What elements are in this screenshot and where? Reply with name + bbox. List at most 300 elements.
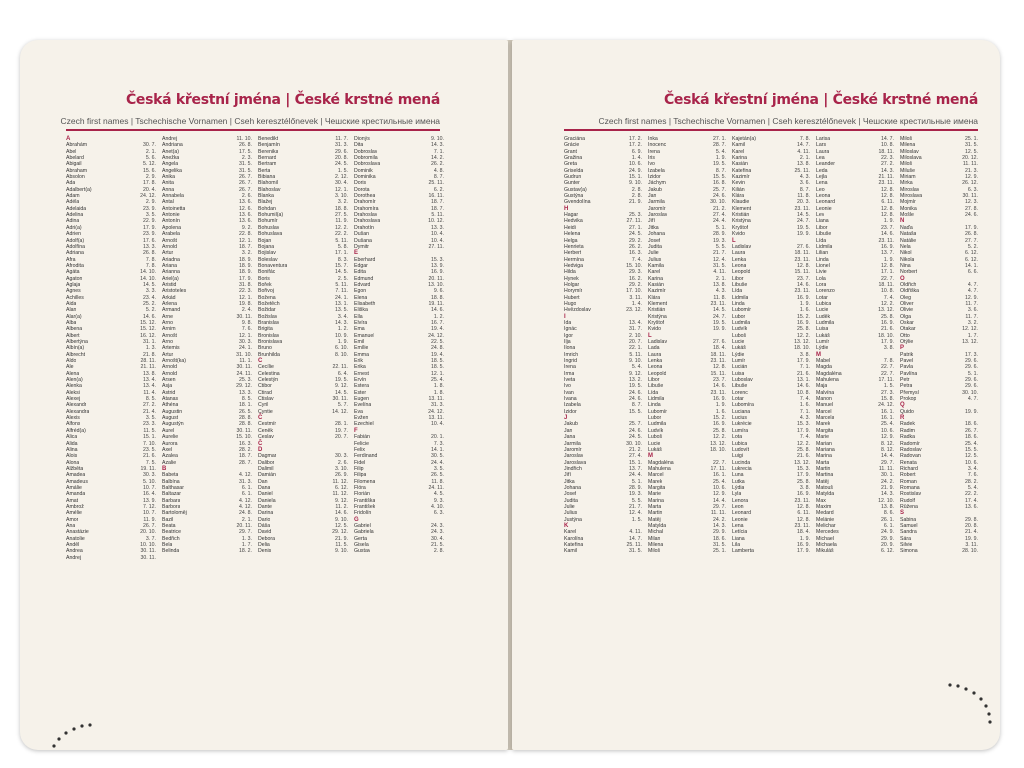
first-name: Ctibor xyxy=(258,383,272,390)
name-day-date: 11. 12. xyxy=(332,478,348,485)
first-name: Adriana xyxy=(66,250,84,257)
name-day-date: 11. 1. xyxy=(239,358,252,365)
name-day-date: 7. 8. xyxy=(145,256,156,263)
name-day-date: 14. 5. xyxy=(797,212,810,219)
name-day-date: 18. 5. xyxy=(431,364,444,371)
first-name: Judita xyxy=(648,243,662,250)
first-name: Martin xyxy=(816,465,831,472)
first-name: Kamila xyxy=(648,262,664,269)
name-day-date: 2. 6. xyxy=(241,193,252,200)
first-name: Dymitr xyxy=(354,243,369,250)
name-day-date: 7. 11. xyxy=(335,288,348,295)
name-day-date: 3. 4. xyxy=(337,313,348,320)
first-name: Linda xyxy=(816,256,829,263)
first-name: Emanuel xyxy=(354,332,375,339)
first-name: Maxim xyxy=(816,503,832,510)
first-name: Přemysl xyxy=(900,389,919,396)
name-day-date: 13. 12. xyxy=(878,307,894,314)
first-name: Leona xyxy=(816,193,831,200)
name-day-date: 18. 2. xyxy=(239,548,252,555)
first-name: Romana xyxy=(900,484,920,491)
first-name: Alina xyxy=(66,446,78,453)
name-day-date: 30. 3. xyxy=(239,339,252,345)
first-name: Fridolín xyxy=(354,510,372,517)
section-letter: Q xyxy=(900,402,905,409)
first-name: Rudolf xyxy=(900,497,915,504)
name-day-date: 26. 7. xyxy=(143,522,156,529)
name-day-date: 19. 5. xyxy=(335,377,348,384)
name-day-date: 10. 6. xyxy=(629,161,642,168)
first-name: Dario xyxy=(258,516,271,523)
name-day-date: 13. 6. xyxy=(965,503,978,510)
name-day-date: 18. 10. xyxy=(710,446,726,453)
first-name: Lucius xyxy=(732,415,747,422)
name-day-date: 2. 1. xyxy=(241,516,252,523)
name-day-date: 25. 11. xyxy=(794,167,810,174)
first-name: Ivo xyxy=(648,161,655,168)
first-name: Lidmila xyxy=(732,294,749,301)
first-name: Lukáš xyxy=(816,332,830,339)
first-name: Olivie xyxy=(900,307,913,314)
decorative-dots-icon xyxy=(46,718,96,750)
first-name: Ludovít xyxy=(732,446,750,453)
name-day-date: 17. 3. xyxy=(965,351,978,358)
first-name: Jitka xyxy=(648,224,659,231)
name-day-date: 6. 6. xyxy=(967,269,978,276)
name-day-date: 3. 4. xyxy=(967,465,978,472)
first-name: Arnold xyxy=(162,364,177,371)
name-day-date: 1. 5. xyxy=(883,383,894,390)
first-name: Drahomír xyxy=(354,199,376,206)
first-name: Lumíra xyxy=(732,427,749,434)
first-name: Anna xyxy=(162,186,175,193)
name-day-date: 15. 3. xyxy=(797,465,810,472)
name-day-date: 14. 10. xyxy=(140,269,156,276)
first-name: Jaroslava xyxy=(564,459,587,466)
name-day-date: 3. 7. xyxy=(145,535,156,542)
name-day-date: 23. 11. xyxy=(710,358,726,365)
name-day-date: 20. 11. xyxy=(236,522,252,529)
name-day-date: 13. 11. xyxy=(428,396,444,403)
name-day-date: 5. 4. xyxy=(631,364,642,371)
name-day-date: 19. 5. xyxy=(713,161,726,168)
first-name: Beata xyxy=(162,522,176,529)
first-name: Marie xyxy=(816,434,829,441)
name-day-date: 14. 7. xyxy=(881,136,894,142)
first-name: Silvie xyxy=(900,542,913,548)
name-day-date: 14. 3. xyxy=(713,522,726,529)
name-day-date: 11. 2. xyxy=(335,503,348,510)
first-name: Amanda xyxy=(66,491,86,498)
name-day-date: 29. 6. xyxy=(965,358,978,365)
first-name: Kryštof xyxy=(732,224,749,231)
name-day-date: 14. 4. xyxy=(881,453,894,460)
first-name: Iveta xyxy=(564,377,576,384)
name-day-date: 11. 9. xyxy=(335,218,348,225)
section-letter: C xyxy=(258,358,263,365)
name-day-date: 2. 12. xyxy=(335,174,348,181)
name-day-date: 11. 5. xyxy=(143,427,156,434)
first-name: Milena xyxy=(648,542,664,548)
first-name: Marta xyxy=(648,503,662,510)
name-day-date: 14. 6. xyxy=(431,307,444,314)
name-day-date: 13. 9. xyxy=(431,262,444,269)
name-day-date: 1. 2. xyxy=(337,326,348,333)
name-day-date: 3. 5. xyxy=(145,212,156,219)
name-day-date: 4. 3. xyxy=(715,288,726,295)
name-day-date: 10. 9. xyxy=(335,332,348,339)
name-day-date: 30. 11. xyxy=(236,427,252,434)
first-name: Matouš xyxy=(816,484,834,491)
name-day-date: 31. 3. xyxy=(335,142,348,149)
name-day-date: 1. 2. xyxy=(433,313,444,320)
name-day-date: 28. 8. xyxy=(239,415,252,422)
name-day-date: 12. 5. xyxy=(335,522,348,529)
name-day-date: 24. 11. xyxy=(428,484,444,491)
first-name: Beatrice xyxy=(162,529,182,536)
name-day-date: 11. 11. xyxy=(878,465,894,472)
name-day-date: 7. 6. xyxy=(967,472,978,479)
first-name: Miloš xyxy=(648,548,661,555)
first-name: Izabela xyxy=(564,402,581,409)
first-name: August xyxy=(162,415,179,422)
name-day-date: 16. 9. xyxy=(797,542,810,548)
name-day-date: 25. 7. xyxy=(629,421,642,428)
name-day-date: 19. 8. xyxy=(239,300,252,307)
first-name: Oldřiška xyxy=(900,288,920,295)
name-day-date: 28. 7. xyxy=(239,459,252,466)
name-day-date: 21. 7. xyxy=(713,250,726,257)
first-name: Larisa xyxy=(816,136,831,142)
names-columns-right xyxy=(564,136,978,555)
name-day-date: 9. 12. xyxy=(335,497,348,504)
first-name: Kristián xyxy=(648,307,666,314)
name-day-date: 12. 1. xyxy=(239,237,252,244)
first-name: Ezechiel xyxy=(354,421,374,428)
first-name: Artur xyxy=(162,250,174,257)
first-name: Livie xyxy=(816,269,827,276)
name-day-date: 14. 5. xyxy=(335,389,348,396)
first-name: Atanas xyxy=(162,396,179,403)
name-day-date: 1. 9. xyxy=(799,300,810,307)
first-name: Alida xyxy=(66,440,78,447)
first-name: Luciana xyxy=(732,408,751,415)
name-day-date: 16. 4. xyxy=(143,491,156,498)
first-name: Bořivoj xyxy=(258,288,274,295)
name-day-date: 31. 7. xyxy=(629,326,642,333)
name-day-date: 18. 4. xyxy=(713,345,726,352)
first-name: Ctirad xyxy=(258,389,272,396)
first-name: Karel xyxy=(648,269,661,276)
name-day-date: 14. 6. xyxy=(797,281,810,288)
name-day-date: 31. 5. xyxy=(713,262,726,269)
first-name: Mariana xyxy=(816,446,835,453)
name-day-date: 23. 5. xyxy=(143,446,156,453)
first-name: Kateřina xyxy=(564,542,584,548)
name-day-date: 18. 7. xyxy=(431,199,444,206)
first-name: Dorothea xyxy=(354,193,376,200)
name-day-date: 13. 1. xyxy=(797,377,810,384)
first-name: Letícia xyxy=(732,529,748,536)
first-name: Kristýna xyxy=(732,218,751,225)
first-name: Alena xyxy=(66,370,80,377)
title-rule xyxy=(564,129,978,131)
first-name: Ariel(a) xyxy=(162,275,179,282)
name-day-date: 30. 1. xyxy=(881,472,894,479)
first-name: Nikola xyxy=(900,256,915,263)
first-name: Magdaléna xyxy=(816,370,842,377)
first-name: Afra xyxy=(66,256,76,263)
name-day-date: 24. 7. xyxy=(797,218,810,225)
name-day-date: 14. 5. xyxy=(143,281,156,288)
name-day-date: 7. 4. xyxy=(631,256,642,263)
name-day-date: 10. 7. xyxy=(143,510,156,517)
name-day-date: 22. 8. xyxy=(239,231,252,238)
name-day-date: 13. 3. xyxy=(239,389,252,396)
name-day-date: 19. 5. xyxy=(797,224,810,231)
name-day-date: 17. 6. xyxy=(143,237,156,244)
name-entry xyxy=(354,548,444,554)
names-column xyxy=(732,136,810,555)
first-name: Manon xyxy=(816,396,832,403)
first-name: Abraham xyxy=(66,167,88,174)
first-name: Drahomíra xyxy=(354,205,379,212)
name-day-date: 18. 5. xyxy=(431,358,444,365)
name-day-date: 18. 7. xyxy=(431,205,444,212)
name-day-date: 14. 3. xyxy=(881,491,894,498)
name-day-date: 1. 8. xyxy=(433,389,444,396)
names-column xyxy=(648,136,726,555)
name-day-date: 26. 7. xyxy=(239,186,252,193)
section-letter: J xyxy=(564,415,568,422)
name-day-date: 19. 4. xyxy=(431,326,444,333)
page-title: Česká křestní jména | České krstné mená xyxy=(663,92,978,108)
name-day-date: 5. 5. xyxy=(631,497,642,504)
name-day-date: 20. 7. xyxy=(629,339,642,345)
name-day-date: 3. 2. xyxy=(967,319,978,326)
first-name: Abigail xyxy=(66,161,82,168)
name-day-date: 9. 12. xyxy=(629,370,642,377)
first-name: Matěj xyxy=(648,516,661,523)
name-day-date: 30. 11. xyxy=(332,396,348,403)
first-name: Luděk xyxy=(816,313,831,320)
first-name: Lýdie xyxy=(732,351,745,358)
name-day-date: 9. 10. xyxy=(335,548,348,555)
name-day-date: 22. 7. xyxy=(881,275,894,282)
first-name: Gvendolína xyxy=(564,199,591,206)
first-name: Leonard xyxy=(816,199,836,206)
first-name: Balthasar xyxy=(162,484,184,491)
name-day-date: 2. 10. xyxy=(629,332,642,339)
name-day-date: 19. 9. xyxy=(965,535,978,542)
first-name: Olga xyxy=(900,313,911,320)
first-name: Sára xyxy=(900,535,911,542)
first-name: Milan xyxy=(648,535,661,542)
name-day-date: 14. 10. xyxy=(140,275,156,282)
section-letter: H xyxy=(564,205,569,212)
section-letter: M xyxy=(816,351,821,358)
name-day-date: 1. 6. xyxy=(715,408,726,415)
first-name: Alžběta xyxy=(66,465,84,472)
name-day-date: 22. 3. xyxy=(881,155,894,162)
name-day-date: 16. 9. xyxy=(431,269,444,276)
first-name: Bazil xyxy=(162,516,174,523)
first-name: Adam xyxy=(66,193,80,200)
name-day-date: 19. 9. xyxy=(713,326,726,333)
first-name: Julius xyxy=(648,256,662,263)
first-name: Boris xyxy=(258,275,270,282)
name-day-date: 24. 3. xyxy=(431,529,444,536)
name-day-date: 13. 2. xyxy=(629,377,642,384)
first-name: Hynek xyxy=(564,275,579,282)
name-day-date: 21. 5. xyxy=(431,542,444,548)
first-name: Barbora xyxy=(162,503,181,510)
first-name: Marian xyxy=(816,440,832,447)
first-name: Rostislav xyxy=(900,491,922,498)
name-day-date: 26. 8. xyxy=(143,250,156,257)
first-name: Dana xyxy=(258,484,271,491)
name-day-date: 19. 5. xyxy=(629,383,642,390)
name-day-date: 26. 2. xyxy=(431,161,444,168)
first-name: Benjamín xyxy=(258,142,280,149)
name-day-date: 1. 5. xyxy=(631,516,642,523)
first-name: Libuše xyxy=(648,383,664,390)
name-day-date: 13. 12. xyxy=(962,339,978,345)
name-day-date: 9. 12. xyxy=(335,383,348,390)
first-name: Richard xyxy=(900,465,918,472)
name-day-date: 11. 7. xyxy=(965,300,978,307)
name-day-date: 9. 10. xyxy=(629,358,642,365)
name-day-date: 27. 4. xyxy=(629,453,642,460)
name-day-date: 17. 4. xyxy=(965,497,978,504)
first-name: Filomena xyxy=(354,478,376,485)
name-day-date: 2. 8. xyxy=(631,186,642,193)
first-name: Leo xyxy=(816,186,825,193)
first-name: Gustav xyxy=(354,548,371,555)
name-day-date: 24. 12. xyxy=(878,402,894,409)
first-name: Jaroslav xyxy=(648,212,668,219)
first-name: Bedřich xyxy=(162,535,180,542)
name-day-date: 27. 3. xyxy=(881,389,894,396)
name-day-date: 8. 5. xyxy=(145,396,156,403)
name-day-date: 13. 6. xyxy=(239,218,252,225)
name-day-date: 4. 12. xyxy=(239,503,252,510)
name-day-date: 31. 5. xyxy=(713,542,726,548)
first-name: Dorota xyxy=(354,186,370,193)
first-name: Libuše xyxy=(816,231,832,238)
first-name: Alenka xyxy=(66,383,82,390)
name-day-date: 7. 1. xyxy=(433,148,444,155)
name-day-date: 4. 12. xyxy=(239,472,252,479)
name-day-date: 1. 9. xyxy=(883,256,894,263)
name-day-date: 25. 3. xyxy=(239,377,252,384)
first-name: Hermína xyxy=(564,256,584,263)
name-day-date: 17. 2. xyxy=(629,136,642,142)
name-day-date: 31. 5. xyxy=(629,548,642,555)
first-name: Mahulena xyxy=(816,377,839,384)
first-name: Pavla xyxy=(900,364,913,371)
first-name: Aleksi xyxy=(66,389,80,396)
name-day-date: 29. 7. xyxy=(881,459,894,466)
name-day-date: 15. 12. xyxy=(140,326,156,333)
first-name: Andriana xyxy=(162,142,183,149)
first-name: Oliver xyxy=(900,300,914,307)
name-day-date: 23. 11. xyxy=(710,300,726,307)
first-name: Flóra xyxy=(354,484,366,491)
first-name: Samuel xyxy=(900,522,918,529)
section-letter: M xyxy=(648,453,653,460)
name-day-date: 20. 8. xyxy=(965,522,978,529)
first-name: Božetěch xyxy=(258,300,280,307)
first-name: Lev xyxy=(816,212,825,219)
name-day-date: 21. 11. xyxy=(140,364,156,371)
name-day-date: 1. 9. xyxy=(799,535,810,542)
first-name: Ludmila xyxy=(816,319,835,326)
name-day-date: 15. 2. xyxy=(797,313,810,320)
name-day-date: 11. 7. xyxy=(965,313,978,320)
first-name: Dobroslav xyxy=(354,148,378,155)
name-day-date: 13. 12. xyxy=(794,339,810,345)
name-day-date: 7. 6. xyxy=(241,326,252,333)
name-day-date: 5. 1. xyxy=(715,224,726,231)
section-letter: G xyxy=(354,516,359,523)
first-name: Dionýs xyxy=(354,136,370,142)
name-day-date: 24. 9. xyxy=(881,529,894,536)
first-name: Johana xyxy=(564,484,582,491)
section-letter: S xyxy=(900,510,905,517)
first-name: Kristián xyxy=(732,212,750,219)
first-name: Adrien xyxy=(66,231,81,238)
first-name: Lotar xyxy=(816,294,828,301)
name-day-date: 25. 11. xyxy=(626,542,642,548)
first-name: Lorenc xyxy=(732,389,748,396)
first-name: Erik xyxy=(354,358,363,365)
first-name: Evelína xyxy=(354,402,372,409)
first-name: Daniela xyxy=(258,497,276,504)
name-day-date: 24. 12. xyxy=(428,332,444,339)
name-day-date: 29. 7. xyxy=(713,503,726,510)
first-name: Jiří xyxy=(648,218,655,225)
name-day-date: 12. 1. xyxy=(239,294,252,301)
name-day-date: 4. 12. xyxy=(239,497,252,504)
first-name: Aurel xyxy=(162,427,175,434)
first-name: Elvíra xyxy=(354,319,368,326)
name-day-date: 5. 11. xyxy=(335,237,348,244)
first-name: Miloslav xyxy=(900,148,919,155)
first-name: Marek xyxy=(816,421,831,428)
first-name: Kazimír xyxy=(732,174,750,181)
first-name: Petr xyxy=(900,377,910,384)
name-day-date: 15. 8. xyxy=(881,396,894,403)
first-name: Klement xyxy=(732,205,752,212)
first-name: Bohumil(a) xyxy=(258,212,284,219)
first-name: Dante xyxy=(258,503,272,510)
name-day-date: 30. 11. xyxy=(236,364,252,371)
name-day-date: 15. 11. xyxy=(794,269,810,276)
first-name: Eugen xyxy=(354,396,370,403)
first-name: Ambrož xyxy=(66,503,84,510)
first-name: Bojislav xyxy=(258,250,276,257)
name-day-date: 14. 4. xyxy=(713,497,726,504)
name-day-date: 23. 12. xyxy=(626,307,642,314)
name-day-date: 23. 3. xyxy=(143,421,156,428)
name-day-date: 12. 8. xyxy=(881,262,894,269)
name-day-date: 16. 9. xyxy=(713,396,726,403)
name-day-date: 17. 9. xyxy=(881,339,894,345)
name-day-date: 29. 2. xyxy=(629,281,642,288)
first-name: Lucie xyxy=(648,440,661,447)
name-day-date: 18. 11. xyxy=(878,281,894,288)
